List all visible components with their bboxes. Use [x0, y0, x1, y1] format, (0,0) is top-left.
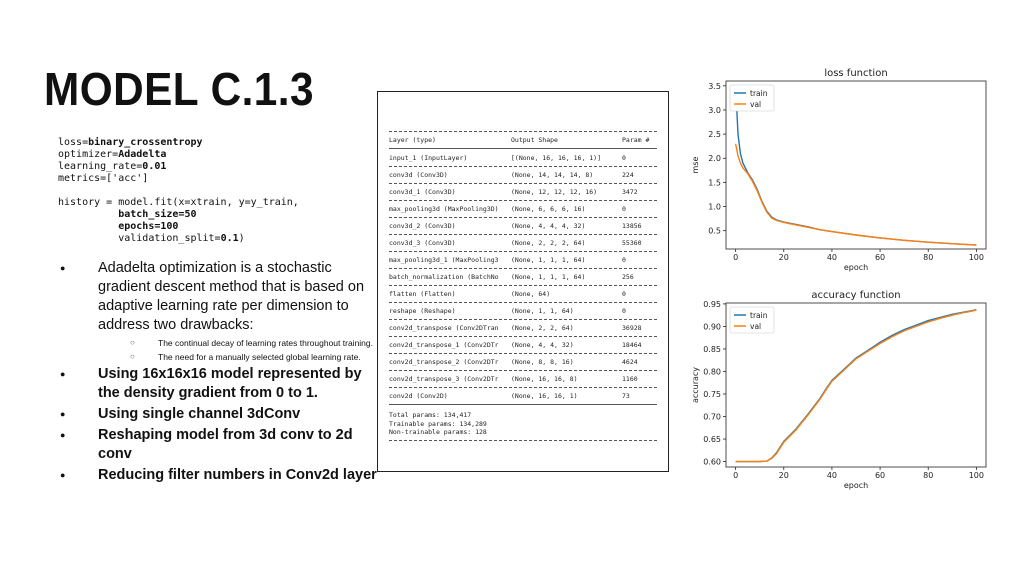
x-tick-label: 60	[874, 253, 886, 262]
summary-row	[389, 390, 660, 403]
y-tick-label: 3.0	[708, 105, 721, 115]
code-punct: )	[238, 233, 245, 244]
output-shape-cell: (None, 2, 2, 64)	[511, 324, 574, 332]
param-count-cell: 18464	[622, 341, 642, 349]
summary-row	[389, 169, 660, 182]
legend-label-val: val	[750, 322, 762, 331]
param-count-cell: 256	[622, 273, 634, 281]
summary-row	[389, 339, 660, 352]
x-tick-label: 40	[826, 253, 838, 262]
summary-rows	[389, 152, 660, 403]
summary-row	[389, 254, 660, 267]
x-tick-label: 20	[778, 471, 789, 480]
layer-cell: input_1 (InputLayer)	[389, 154, 468, 162]
output-shape-cell: (None, 8, 8, 16)	[511, 358, 574, 366]
header-output: Output Shape	[511, 136, 558, 144]
output-shape-cell: (None, 4, 4, 32)	[511, 341, 574, 349]
x-tick-label: 100	[968, 471, 985, 480]
nontrainable-params: Non-trainable params: 128	[389, 428, 487, 436]
param-count-cell: 4624	[622, 358, 638, 366]
layer-cell: conv2d_transpose_1 (Conv2DTr	[389, 341, 499, 349]
code-key: loss=	[58, 137, 89, 148]
sub-bullet-item: ○ The continual decay of learning rates throughout training.	[60, 337, 380, 349]
bullet-item: ● Adadelta optimization is a stochastic gradient descent method that is based on adaptive learning rate per dimension to address two drawbacks:	[60, 259, 380, 335]
model-summary-image	[377, 91, 669, 472]
y-tick-label: 0.70	[703, 412, 721, 422]
param-count-cell: 1160	[622, 375, 638, 383]
layer-cell: reshape (Reshape)	[389, 307, 456, 315]
layer-cell: conv3d_1 (Conv3D)	[389, 188, 456, 196]
summary-row	[389, 152, 660, 165]
summary-row	[389, 203, 660, 216]
x-tick-label: 0	[733, 471, 739, 480]
x-tick-label: 80	[923, 253, 934, 262]
code-value: 0.01	[142, 161, 167, 172]
x-axis-label: epoch	[843, 481, 869, 490]
code-value: Adadelta	[118, 149, 167, 160]
y-tick-label: 0.5	[708, 226, 721, 236]
code-line-fit: history = model.fit(x=xtrain, y=y_train,	[58, 197, 299, 208]
bullet-item: ● Using single channel 3dConv	[60, 405, 380, 424]
code-line-metrics: metrics=['acc']	[58, 173, 149, 184]
legend-label-train: train	[750, 311, 768, 320]
param-count-cell: 0	[622, 154, 626, 162]
summary-row	[389, 322, 660, 335]
output-shape-cell: (None, 16, 16, 8)	[511, 375, 578, 383]
chart-title: accuracy function	[811, 290, 901, 301]
y-tick-label: 1.5	[708, 178, 721, 188]
summary-row	[389, 220, 660, 233]
layer-cell: conv2d_transpose (Conv2DTran	[389, 324, 499, 332]
y-axis-label: accuracy	[691, 366, 700, 404]
code-line-lr	[58, 161, 299, 173]
x-tick-label: 100	[968, 253, 985, 262]
output-shape-cell: (None, 1, 1, 1, 64)	[511, 273, 586, 281]
code-value: batch_size=50	[118, 209, 197, 220]
x-axis-label: epoch	[843, 263, 869, 272]
param-count-cell: 13856	[622, 222, 642, 230]
summary-row	[389, 356, 660, 369]
param-count-cell: 73	[622, 392, 630, 400]
layer-cell: max_pooling3d_1 (MaxPooling3	[389, 256, 499, 264]
bullet-list	[60, 259, 380, 485]
layer-cell: conv2d_transpose_3 (Conv2DTr	[389, 375, 499, 383]
accuracy-chart	[686, 284, 1000, 500]
code-line-optimizer	[58, 149, 299, 161]
output-shape-cell: (None, 64)	[511, 290, 551, 298]
trainable-params: Trainable params: 134,289	[389, 419, 487, 428]
y-axis-label: mse	[691, 156, 700, 174]
summary-header-row	[389, 134, 660, 147]
y-tick-label: 0.95	[703, 299, 721, 309]
x-tick-label: 20	[778, 253, 789, 262]
series-line-val	[736, 144, 977, 245]
y-tick-label: 1.0	[708, 202, 721, 212]
y-tick-label: 0.75	[703, 390, 721, 400]
y-tick-label: 0.80	[703, 367, 721, 377]
code-value: 0.1	[220, 233, 239, 244]
param-count-cell: 36928	[622, 324, 642, 332]
layer-cell: flatten (Flatten)	[389, 290, 456, 298]
code-line-loss	[58, 137, 299, 149]
param-count-cell: 224	[622, 171, 634, 179]
param-count-cell: 55360	[622, 239, 642, 247]
code-key: learning_rate=	[58, 161, 143, 172]
code-key: validation_split=	[118, 233, 221, 244]
header-layer: Layer (type)	[389, 136, 436, 144]
param-count-cell: 0	[622, 256, 626, 264]
code-value: epochs=100	[118, 221, 179, 232]
summary-row	[389, 373, 660, 386]
output-shape-cell: (None, 4, 4, 4, 32)	[511, 222, 586, 230]
summary-row	[389, 186, 660, 199]
param-count-cell: 0	[622, 205, 626, 213]
x-tick-label: 80	[923, 471, 934, 480]
y-tick-label: 0.65	[703, 435, 721, 445]
code-line-epochs	[58, 221, 299, 233]
y-tick-label: 3.5	[708, 81, 721, 91]
summary-totals	[389, 411, 660, 437]
y-tick-label: 2.0	[708, 154, 721, 164]
x-tick-label: 40	[826, 471, 838, 480]
y-tick-label: 0.85	[703, 344, 721, 354]
output-shape-cell: [(None, 16, 16, 16, 1)]	[511, 154, 602, 162]
output-shape-cell: (None, 1, 1, 64)	[511, 307, 574, 315]
layer-cell: conv3d_3 (Conv3D)	[389, 239, 456, 247]
layer-cell: conv3d (Conv3D)	[389, 171, 448, 179]
loss-chart-svg	[686, 62, 1000, 284]
x-tick-label: 60	[874, 471, 886, 480]
code-line-batch	[58, 209, 299, 221]
legend-label-val: val	[750, 100, 762, 109]
header-params: Param #	[622, 136, 650, 144]
x-tick-label: 0	[733, 253, 739, 262]
code-line-validation	[58, 233, 299, 245]
loss-chart	[686, 62, 1000, 284]
summary-row	[389, 237, 660, 250]
summary-row	[389, 288, 660, 301]
y-tick-label: 2.5	[708, 130, 721, 140]
param-count-cell: 3472	[622, 188, 638, 196]
layer-cell: conv2d_transpose_2 (Conv2DTr	[389, 358, 499, 366]
sub-bullet-item: ○ The need for a manually selected global learning rate.	[60, 351, 380, 363]
layer-cell: max_pooling3d (MaxPooling3D)	[389, 205, 499, 213]
summary-row	[389, 271, 660, 284]
code-key: optimizer=	[58, 149, 119, 160]
layer-cell: conv3d_2 (Conv3D)	[389, 222, 456, 230]
output-shape-cell: (None, 1, 1, 1, 64)	[511, 256, 586, 264]
y-tick-label: 0.90	[703, 322, 721, 332]
code-block	[58, 137, 299, 245]
code-value: binary_crossentropy	[88, 137, 203, 148]
param-count-cell: 0	[622, 290, 626, 298]
layer-cell: conv2d (Conv2D)	[389, 392, 448, 400]
accuracy-chart-svg	[686, 284, 1000, 500]
output-shape-cell: (None, 14, 14, 14, 8)	[511, 171, 594, 179]
summary-row	[389, 305, 660, 318]
output-shape-cell: (None, 2, 2, 2, 64)	[511, 239, 586, 247]
bullet-item: ● Using 16x16x16 model represented by the density gradient from 0 to 1.	[60, 365, 380, 403]
bullet-item: ● Reshaping model from 3d conv to 2d conv	[60, 426, 380, 464]
y-tick-label: 0.60	[703, 457, 721, 467]
legend-label-train: train	[750, 89, 768, 98]
param-count-cell: 0	[622, 307, 626, 315]
slide-title: MODEL C.1.3	[44, 63, 315, 115]
layer-cell: batch_normalization (BatchNo	[389, 273, 499, 281]
model-summary-table	[389, 130, 660, 443]
bullet-item: ● Reducing filter numbers in Conv2d layer	[60, 466, 380, 485]
chart-title: loss function	[824, 68, 888, 79]
total-params: Total params: 134,417	[389, 411, 472, 419]
output-shape-cell: (None, 12, 12, 12, 16)	[511, 188, 598, 196]
output-shape-cell: (None, 16, 16, 1)	[511, 392, 578, 400]
output-shape-cell: (None, 6, 6, 6, 16)	[511, 205, 586, 213]
